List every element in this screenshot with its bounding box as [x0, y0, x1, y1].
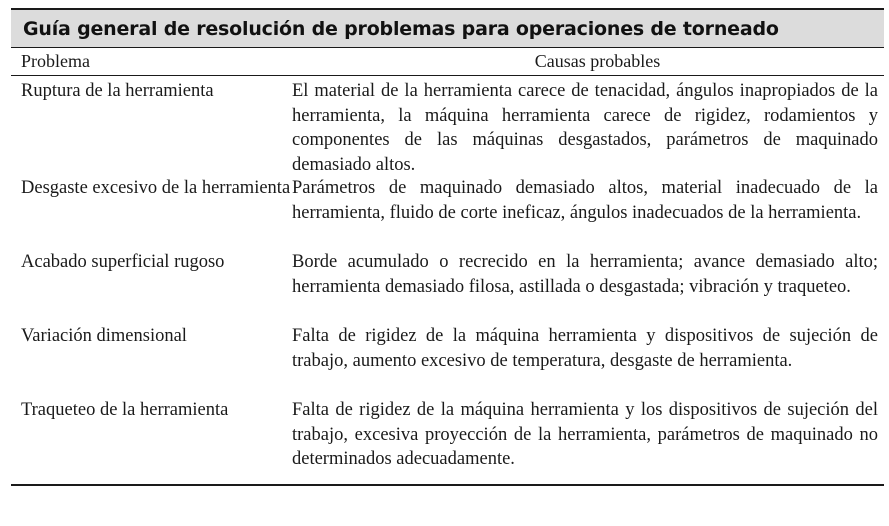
problem-cell: Traqueteo de la herramienta [21, 400, 229, 420]
table-header-row [11, 48, 884, 76]
troubleshooting-table [11, 8, 884, 486]
header-causes: Causas probables [534, 51, 661, 71]
problem-cell: Ruptura de la herramienta [21, 81, 214, 101]
causes-cell: Parámetros de maquinado demasiado altos, material inadecuado de la herramienta, fluido de corte ineficaz, ángulos inadecuados de la herramienta. [292, 178, 878, 223]
table-row [11, 176, 884, 250]
causes-cell: Falta de rigidez de la máquina herramienta y dispositivos de sujeción de trabajo, aumento excesivo de temperatura, desgaste de herramienta. [292, 326, 878, 371]
table-row [11, 79, 884, 176]
bottom-rule [11, 484, 884, 486]
causes-cell: Borde acumulado o recrecido en la herramienta; avance demasiado alto; herramienta demasiado filosa, astillada o desgastada; vibración y traqueteo. [292, 252, 878, 297]
problem-cell: Desgaste excesivo de la herramienta [21, 178, 291, 198]
problem-cell: Acabado superficial rugoso [21, 252, 225, 272]
causes-cell: Falta de rigidez de la máquina herramienta y los dispositivos de sujeción del trabajo, excesiva proyección de la herramienta, parámetros de maquinado no determinados adecuadamente. [292, 400, 878, 469]
table-row [11, 398, 884, 472]
table-title-bar [11, 8, 884, 47]
header-problem: Problema [21, 51, 90, 71]
table-title: Guía general de resolución de problemas para operaciones de torneado [23, 17, 779, 40]
problem-cell: Variación dimensional [21, 326, 187, 346]
table-body [11, 76, 884, 472]
table-row [11, 250, 884, 324]
causes-cell: El material de la herramienta carece de tenacidad, ángulos inapropiados de la herramienta, la máquina herramienta carece de rigidez, rodamientos y componentes de las máquinas desgastados, parámetros de maquinado demasiado altos. [292, 81, 878, 175]
table-row [11, 324, 884, 398]
